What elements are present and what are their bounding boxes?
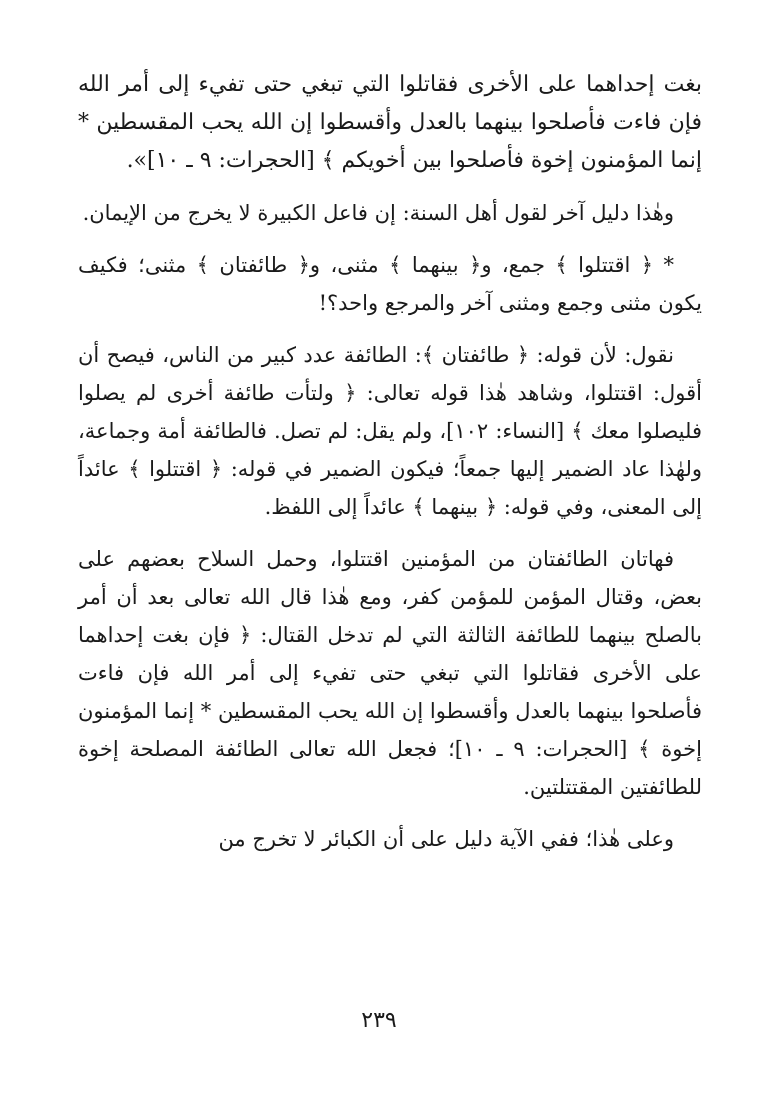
page-body	[78, 66, 702, 872]
paragraph-two-factions: فهاتان الطائفتان من المؤمنين اقتتلوا، وحمل السلاح بعضهم على بعض، وقتال المؤمن للمؤمن كفر، ومع هٰذا قال الله تعالى بعد أن أمر بالصلح بينهما للطائفة الثالثة التي لم تدخل القتال: ﴿ فإن بغت إحداهما على الأخرى فقاتلوا التي تبغي حتى تفيء إلى أمر الله فإن فاءت فأصلحوا بينهما بالعدل وأقسطوا إن الله يحب المقسطين * إنما المؤمنون إخوة ﴾ [الحجرات: ٩ ـ ١٠]؛ فجعل الله تعالى الطائفة المصلحة إخوة للطائفتين المقتتلتين.	[78, 547, 702, 799]
paragraph-question: * ﴿ اقتتلوا ﴾ جمع، و﴿ بينهما ﴾ مثنى، و﴿ طائفتان ﴾ مثنى؛ فكيف يكون مثنى وجمع ومثنى آخر والمرجع واحد؟!	[78, 253, 702, 315]
paragraph-kabira: وهٰذا دليل آخر لقول أهل السنة: إن فاعل الكبيرة لا يخرج من الإيمان.	[82, 201, 674, 225]
paragraph-answer: نقول: لأن قوله: ﴿ طائفتان ﴾: الطائفة عدد كبير من الناس، فيصح أن أقول: اقتتلوا، وشاهد هٰذا قوله تعالى: ﴿ ولتأت طائفة أخرى لم يصلوا فليصلوا معك ﴾ [النساء: ١٠٢]، ولم يقل: لم تصل. فالطائفة أمة وجماعة، ولهٰذا عاد الضمير إليها جمعاً؛ فيكون الضمير في قوله: ﴿ اقتتلوا ﴾ عائداً إلى المعنى، وفي قوله: ﴿ بينهما ﴾ عائداً إلى اللفظ.	[78, 343, 702, 519]
verse-continuation: بغت إحداهما على الأخرى فقاتلوا التي تبغي حتى تفيء إلى أمر الله فإن فاءت فأصلحوا بينهما بالعدل وأقسطوا إن الله يحب المقسطين * إنما المؤمنون إخوة فأصلحوا بين أخويكم ﴾ [الحجرات: ٩ ـ ١٠]».	[78, 72, 702, 173]
page-number: ٢٣٩	[361, 1008, 397, 1033]
paragraph-conclusion: وعلى هٰذا؛ ففي الآية دليل على أن الكبائر لا تخرج من	[218, 827, 674, 851]
